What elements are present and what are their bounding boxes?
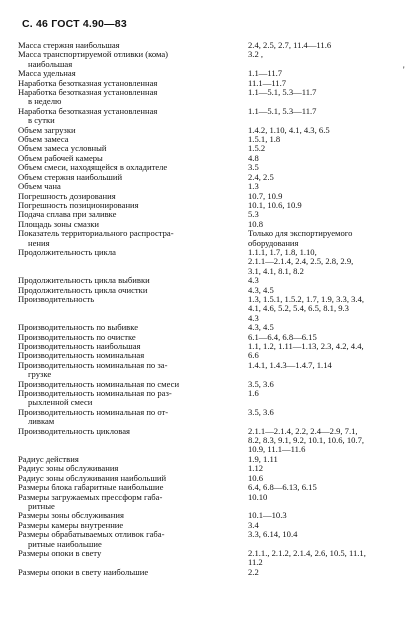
entry-references bbox=[246, 389, 408, 408]
entry-term-line: Производительность номинальная по раз- bbox=[18, 389, 172, 399]
entry-term bbox=[18, 154, 246, 163]
entry-references bbox=[246, 163, 408, 172]
entry-reference-line: 3.3, 6.14, 10.4 bbox=[248, 530, 298, 540]
entry-term bbox=[18, 389, 246, 408]
entry-term bbox=[18, 276, 246, 285]
entry-term bbox=[18, 351, 246, 360]
entry-reference-line: Только для экспортируемого bbox=[248, 229, 353, 239]
entry-term-line: Размеры камеры внутренние bbox=[18, 520, 124, 530]
entry-term-line: Размеры блока габаритные наибольшие bbox=[18, 483, 164, 493]
index-entry bbox=[18, 286, 408, 295]
index-entry bbox=[18, 427, 408, 455]
entry-term-line: наибольшая bbox=[28, 59, 73, 69]
entry-reference-line: 3.5, 3.6 bbox=[248, 407, 274, 417]
entry-term-line: Производительность цикловая bbox=[18, 426, 131, 436]
entry-term-line: Размеры обрабатываемых отливок габа- bbox=[18, 530, 165, 540]
entry-term-line: Площадь зоны смазки bbox=[18, 219, 100, 229]
entry-term bbox=[18, 380, 246, 389]
entry-reference-line: 1.1—5.1, 5.3—11.7 bbox=[248, 88, 317, 98]
entry-reference-line: 4.3 bbox=[248, 313, 259, 323]
entry-reference-line: 1.1.1, 1.7, 1.8, 1.10, bbox=[248, 247, 317, 257]
entry-term bbox=[18, 342, 246, 351]
entry-term bbox=[18, 192, 246, 201]
entry-references bbox=[246, 50, 408, 69]
entry-reference-line: 10.7, 10.9 bbox=[248, 191, 283, 201]
entry-term bbox=[18, 521, 246, 530]
entry-term-line: нения bbox=[28, 238, 50, 248]
index-entry bbox=[18, 50, 408, 69]
margin-mark: ' bbox=[403, 65, 405, 75]
entry-term-line: Радиус зоны обслуживания bbox=[18, 464, 119, 474]
entry-term-line: Масса удельная bbox=[18, 69, 76, 79]
entry-term-line: Производительность наибольшая bbox=[18, 342, 141, 351]
entry-reference-line: 1.12 bbox=[248, 464, 264, 474]
entry-term-line: рыхленной смеси bbox=[28, 398, 93, 408]
entry-references bbox=[246, 276, 408, 285]
entry-reference-line: 6.1—6.4, 6.8—6.15 bbox=[248, 332, 317, 342]
entry-term bbox=[18, 79, 246, 88]
entry-term-line: Размеры опоки в свету наибольшие bbox=[18, 567, 149, 577]
index-entry bbox=[18, 126, 408, 135]
entry-term bbox=[18, 201, 246, 210]
entry-reference-line: 2.4, 2.5, 2.7, 11.4—11.6 bbox=[248, 41, 332, 50]
index-entry bbox=[18, 69, 408, 78]
entry-term-line: Погрешность позиционирования bbox=[18, 200, 139, 210]
entry-term bbox=[18, 210, 246, 219]
entry-references bbox=[246, 173, 408, 182]
entry-term-line: ливкам bbox=[28, 417, 55, 427]
entry-term-line: Продолжительность цикла выбивки bbox=[18, 276, 150, 286]
entry-references bbox=[246, 229, 408, 248]
entry-references bbox=[246, 474, 408, 483]
entry-term-line: Производительность номинальная по смеси bbox=[18, 379, 180, 389]
entry-term-line: Продолжительность цикла очистки bbox=[18, 285, 148, 295]
entry-term-line: Производительность номинальная по за- bbox=[18, 360, 168, 370]
entry-reference-line: 10.6 bbox=[248, 473, 264, 483]
entry-term bbox=[18, 173, 246, 182]
entry-references bbox=[246, 220, 408, 229]
index-entry bbox=[18, 464, 408, 473]
entry-term-line: Объем рабочей камеры bbox=[18, 153, 103, 163]
index-entry bbox=[18, 154, 408, 163]
entry-term bbox=[18, 333, 246, 342]
index-entry bbox=[18, 380, 408, 389]
entry-term bbox=[18, 88, 246, 107]
entry-term bbox=[18, 182, 246, 191]
entry-references bbox=[246, 107, 408, 126]
index-entry bbox=[18, 408, 408, 427]
entry-term-line: Размеры загружаемых прессформ габа- bbox=[18, 492, 163, 502]
entry-reference-line: 3.5 bbox=[248, 163, 259, 173]
entry-references bbox=[246, 295, 408, 323]
entry-term bbox=[18, 144, 246, 153]
entry-references bbox=[246, 380, 408, 389]
entry-references bbox=[246, 323, 408, 332]
entry-reference-line: 1.3, 1.5.1, 1.5.2, 1.7, 1.9, 3.3, 3.4, bbox=[248, 294, 365, 304]
entry-term-line: в сутки bbox=[28, 116, 55, 126]
entry-reference-line: 1.1—5.1, 5.3—11.7 bbox=[248, 106, 317, 116]
entry-references bbox=[246, 126, 408, 135]
entry-term bbox=[18, 408, 246, 427]
entry-references bbox=[246, 511, 408, 520]
entry-reference-line: 10.10 bbox=[248, 492, 268, 502]
entry-term bbox=[18, 474, 246, 483]
index-entry bbox=[18, 173, 408, 182]
entry-term-line: ритные наибольшие bbox=[28, 539, 102, 549]
entry-references bbox=[246, 135, 408, 144]
index-entry bbox=[18, 342, 408, 351]
entry-reference-line: 6.4, 6.8—6.13, 6.15 bbox=[248, 483, 317, 493]
entry-reference-line: 4.8 bbox=[248, 153, 259, 163]
entry-references bbox=[246, 88, 408, 107]
entry-term-line: Масса транспортируемой отливки (кома) bbox=[18, 50, 169, 60]
entry-term bbox=[18, 126, 246, 135]
entry-reference-line: 10.8 bbox=[248, 219, 264, 229]
index-entry bbox=[18, 107, 408, 126]
entry-term bbox=[18, 41, 246, 50]
entry-references bbox=[246, 408, 408, 427]
index-entry bbox=[18, 229, 408, 248]
index-entry bbox=[18, 248, 408, 276]
entry-term bbox=[18, 229, 246, 248]
entry-reference-line: 10.1, 10.6, 10.9 bbox=[248, 200, 302, 210]
entry-references bbox=[246, 248, 408, 276]
entry-term-line: Радиус зоны обслуживания наибольший bbox=[18, 473, 167, 483]
entry-reference-line: 1.1—11.7 bbox=[248, 69, 283, 79]
entry-term-line: Размеры опоки в свету bbox=[18, 548, 102, 558]
entry-term-line: Производительность номинальная bbox=[18, 351, 145, 361]
index-entry bbox=[18, 389, 408, 408]
entry-references bbox=[246, 182, 408, 191]
index-entry bbox=[18, 163, 408, 172]
entry-term bbox=[18, 163, 246, 172]
entry-term bbox=[18, 248, 246, 276]
entry-term-line: Производительность bbox=[18, 294, 95, 304]
entry-term bbox=[18, 295, 246, 323]
index-entry bbox=[18, 361, 408, 380]
entry-reference-line: 5.3 bbox=[248, 210, 259, 220]
index-entry bbox=[18, 333, 408, 342]
entry-term bbox=[18, 568, 246, 577]
entry-references bbox=[246, 530, 408, 549]
entry-term-line: Погрешность дозирования bbox=[18, 191, 116, 201]
entry-term bbox=[18, 483, 246, 492]
entry-reference-line: 10.9, 11.1—11.6 bbox=[248, 445, 306, 455]
entry-term-line: Радиус действия bbox=[18, 454, 79, 464]
entry-reference-line: 1.3 bbox=[248, 182, 259, 192]
entry-term-line: Масса стержня наибольшая bbox=[18, 41, 120, 50]
entry-references bbox=[246, 427, 408, 455]
entry-references bbox=[246, 192, 408, 201]
entry-term-line: Подача сплава при заливке bbox=[18, 210, 117, 220]
entry-term-line: грузке bbox=[28, 370, 52, 380]
entry-term-line: Наработка безотказная установленная bbox=[18, 88, 158, 98]
index-entry bbox=[18, 135, 408, 144]
entry-term bbox=[18, 220, 246, 229]
entry-term bbox=[18, 455, 246, 464]
entry-term-line: Объем замеса условный bbox=[18, 144, 107, 154]
entry-references bbox=[246, 521, 408, 530]
entry-references bbox=[246, 361, 408, 380]
index-entry bbox=[18, 511, 408, 520]
entry-reference-line: 1.9, 1.11 bbox=[248, 454, 278, 464]
entry-references bbox=[246, 69, 408, 78]
index-entry bbox=[18, 79, 408, 88]
entry-term-line: ритные bbox=[28, 501, 55, 511]
entry-reference-line: 2.4, 2.5 bbox=[248, 172, 274, 182]
entry-references bbox=[246, 41, 408, 50]
entry-reference-line: 3.1, 4.1, 8.1, 8.2 bbox=[248, 266, 304, 276]
entry-reference-line: 1.5.1, 1.8 bbox=[248, 135, 281, 145]
entry-term-line: Наработка безотказная установленная bbox=[18, 78, 158, 88]
entry-term-line: Объем замеса bbox=[18, 135, 69, 145]
entry-term bbox=[18, 493, 246, 512]
index-entry bbox=[18, 530, 408, 549]
entry-reference-line: 2.1.1—2.1.4, 2.2, 2.4—2.9, 7.1, bbox=[248, 426, 358, 436]
entry-references bbox=[246, 568, 408, 577]
entry-references bbox=[246, 144, 408, 153]
entry-reference-line: 2.2 bbox=[248, 567, 259, 577]
index-entry bbox=[18, 201, 408, 210]
index-entry bbox=[18, 41, 408, 50]
entry-reference-line: 3.4 bbox=[248, 520, 259, 530]
index-entry bbox=[18, 483, 408, 492]
entry-reference-line: 1.4.2, 1.10, 4.1, 4.3, 6.5 bbox=[248, 125, 330, 135]
entry-term bbox=[18, 549, 246, 568]
entry-references bbox=[246, 79, 408, 88]
entry-reference-line: 1.6 bbox=[248, 389, 259, 399]
entry-references bbox=[246, 493, 408, 512]
entry-term-line: Размеры зоны обслуживания bbox=[18, 511, 124, 521]
entry-references bbox=[246, 154, 408, 163]
entry-term bbox=[18, 530, 246, 549]
entry-reference-line: 3.5, 3.6 bbox=[248, 379, 274, 389]
entry-references bbox=[246, 210, 408, 219]
entry-reference-line: 10.1—10.3 bbox=[248, 511, 287, 521]
index-entry bbox=[18, 474, 408, 483]
index-entry bbox=[18, 295, 408, 323]
entry-term-line: Показатель территориального распростра- bbox=[18, 229, 174, 239]
entry-term-line: в неделю bbox=[28, 97, 62, 107]
entry-references bbox=[246, 201, 408, 210]
index-entry bbox=[18, 192, 408, 201]
entry-reference-line: 3.2 , bbox=[248, 50, 264, 60]
entry-reference-line: 1.1, 1.2, 1.11—1.13, 2.3, 4.2, 4.4, bbox=[248, 342, 364, 351]
index-entry bbox=[18, 455, 408, 464]
entry-references bbox=[246, 483, 408, 492]
entry-references bbox=[246, 351, 408, 360]
entry-references bbox=[246, 333, 408, 342]
entry-term-line: Объем загрузки bbox=[18, 125, 76, 135]
entry-term-line: Наработка безотказная установленная bbox=[18, 106, 158, 116]
entry-term bbox=[18, 323, 246, 332]
entry-term bbox=[18, 69, 246, 78]
entry-term-line: Производительность по выбивке bbox=[18, 323, 139, 333]
entry-references bbox=[246, 549, 408, 568]
entry-references bbox=[246, 464, 408, 473]
index-entry bbox=[18, 144, 408, 153]
entry-term-line: Производительность по очистке bbox=[18, 332, 136, 342]
entry-term-line: Объем чана bbox=[18, 182, 61, 192]
entry-reference-line: 2.1.1—2.1.4, 2.4, 2.5, 2.8, 2.9, bbox=[248, 257, 354, 267]
entry-term-line: Объем стержня наибольший bbox=[18, 172, 123, 182]
entry-reference-line: 11.1—11.7 bbox=[248, 78, 287, 88]
index-entry bbox=[18, 493, 408, 512]
index-entry bbox=[18, 323, 408, 332]
entry-term bbox=[18, 286, 246, 295]
index-entry bbox=[18, 549, 408, 568]
entry-term bbox=[18, 361, 246, 380]
entry-term bbox=[18, 427, 246, 455]
entry-term bbox=[18, 135, 246, 144]
index-entry bbox=[18, 88, 408, 107]
index-entry bbox=[18, 521, 408, 530]
entry-reference-line: 4.1, 4.6, 5.2, 5.4, 6.5, 8.1, 9.3 bbox=[248, 304, 349, 314]
entry-term bbox=[18, 107, 246, 126]
entry-term bbox=[18, 464, 246, 473]
page-header: С. 46 ГОСТ 4.90—83 bbox=[22, 18, 127, 30]
entry-term-line: Объем смеси, находящейся в охладителе bbox=[18, 163, 168, 173]
entry-reference-line: 11.2 bbox=[248, 558, 263, 568]
entry-term-line: Продолжительность цикла bbox=[18, 247, 116, 257]
index-entry bbox=[18, 568, 408, 577]
entry-reference-line: 8.2, 8.3, 9.1, 9.2, 10.1, 10.6, 10.7, bbox=[248, 436, 365, 446]
entry-reference-line: 2.1.1., 2.1.2, 2.1.4, 2.6, 10.5, 11.1, bbox=[248, 548, 366, 558]
entry-references bbox=[246, 342, 408, 351]
entry-reference-line: оборудования bbox=[248, 238, 299, 248]
entry-reference-line: 4.3 bbox=[248, 276, 259, 286]
entry-reference-line: 4.3, 4.5 bbox=[248, 285, 274, 295]
entry-reference-line: 1.5.2 bbox=[248, 144, 266, 154]
entry-reference-line: 1.4.1, 1.4.3—1.4.7, 1.14 bbox=[248, 360, 332, 370]
index-entry bbox=[18, 276, 408, 285]
index-entry bbox=[18, 351, 408, 360]
index-entry bbox=[18, 220, 408, 229]
entry-references bbox=[246, 286, 408, 295]
entry-reference-line: 6.6 bbox=[248, 351, 259, 361]
entry-term-line: Производительность номинальная по от- bbox=[18, 407, 169, 417]
index-entry bbox=[18, 210, 408, 219]
entry-term bbox=[18, 50, 246, 69]
index-table bbox=[18, 41, 408, 577]
entry-reference-line: 4.3, 4.5 bbox=[248, 323, 274, 333]
index-entry bbox=[18, 182, 408, 191]
entry-references bbox=[246, 455, 408, 464]
entry-term bbox=[18, 511, 246, 520]
